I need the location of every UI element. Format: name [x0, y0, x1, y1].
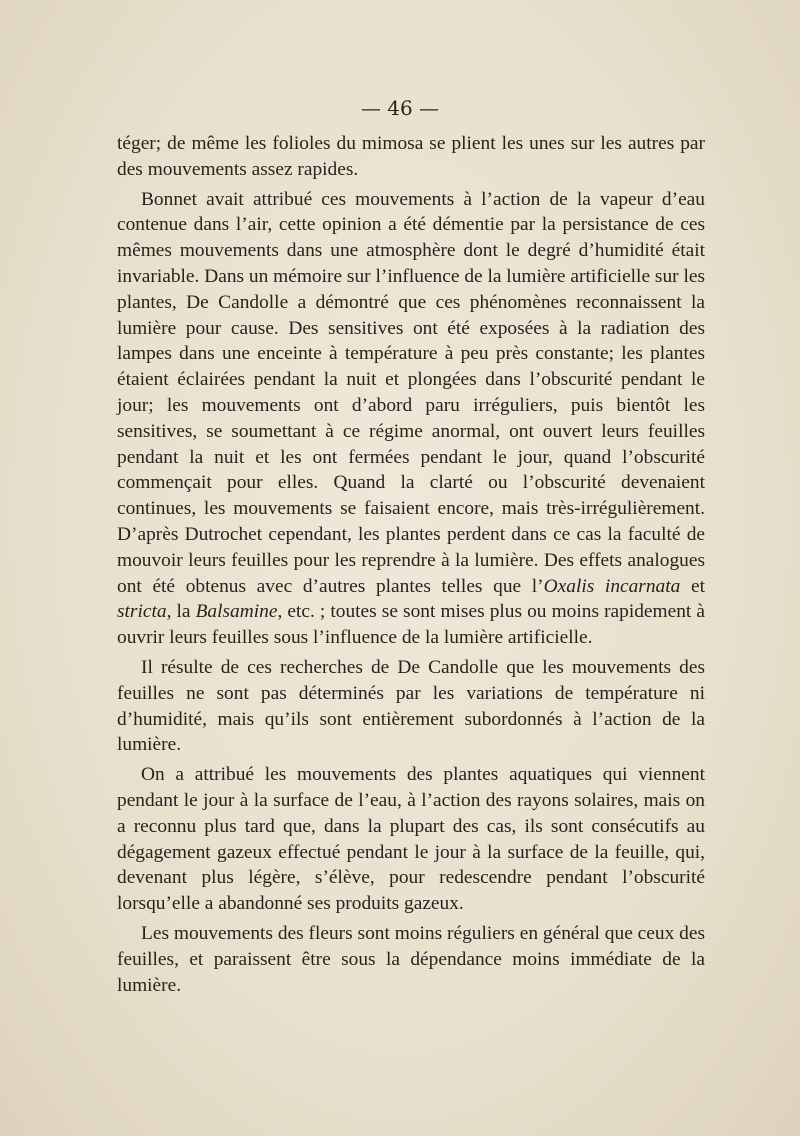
text-segment: , la	[166, 601, 196, 623]
text-segment: Il résulte de ces recherches de De Candolle que les mouvements des feuilles ne sont pas déterminés par les variations de température ni d’humidité, mais qu’ils sont entièrement subordonnés à l’action de la lumière.	[117, 656, 705, 756]
text-segment: et	[680, 575, 705, 597]
text-segment: , etc. ; toutes se sont mises plus ou moins rapidement à ouvrir leurs feuilles sous l’influence de la lumière artificielle.	[117, 601, 705, 649]
text-segment: Bonnet avait attribué ces mouvements à l’action de la vapeur d’eau contenue dans l’air, cette opinion a été démentie par la persistance de ces mêmes mouvements dans une atmosphère dont le degré d’humidité était invariable. Dans un mémoire sur l’influence de la lumière artificielle sur les plantes, De Candolle a démontré que ces phénomènes reconnaissent la lumière pour cause. Des sensitives ont été exposées à la radiation des lampes dans une enceinte à température à peu près constante; les plantes étaient éclairées pendant la nuit et plongées dans l’obscurité pendant le jour; les mouvements ont d’abord paru irréguliers, puis bientôt les sensitives, se soumettant à ce régime anormal, ont ouvert leurs feuilles pendant la nuit et les ont fermées pendant le jour, quand l’obscurité commençait pour elles. Quand la clarté ou l’obscurité devenaient continues, les mouvements se faisaient encore, mais très-irrégulièrement. D’après Dutrochet cependant, les plantes perdent dans ce cas la faculté de mouvoir leurs feuilles pour les reprendre à la lumière. Des effets analogues ont été obtenus avec d’autres plantes telles que l’	[117, 188, 705, 597]
body-text	[117, 131, 705, 998]
text-segment: téger; de même les folioles du mimosa se plient les unes sur les autres par des mouvements assez rapides.	[117, 133, 705, 180]
italic-term: stricta	[117, 601, 167, 623]
paragraph	[117, 655, 705, 758]
text-segment: Les mouvements des fleurs sont moins réguliers en général que ceux des feuilles, et paraissent être sous la dépendance moins immédiate de la lumière.	[117, 922, 705, 996]
page-number: — 46 —	[360, 96, 440, 120]
italic-term: Balsamine	[195, 601, 278, 623]
paragraph	[117, 762, 705, 917]
paragraph	[117, 131, 705, 183]
paragraph	[117, 921, 705, 998]
text-segment: On a attribué les mouvements des plantes aquatiques qui viennent pendant le jour à la surface de l’eau, à l’action des rayons solaires, mais on a reconnu plus tard que, dans la plupart des cas, ils sont consécutifs au dégagement gazeux effectué pendant le jour à la surface de la feuille, qui, devenant plus légère, s’élève, pour redescendre pendant l’obscurité lorsqu’elle a abandonné ses produits gazeux.	[117, 764, 705, 915]
paragraph	[117, 187, 705, 651]
italic-term: Oxalis incarnata	[543, 575, 681, 597]
